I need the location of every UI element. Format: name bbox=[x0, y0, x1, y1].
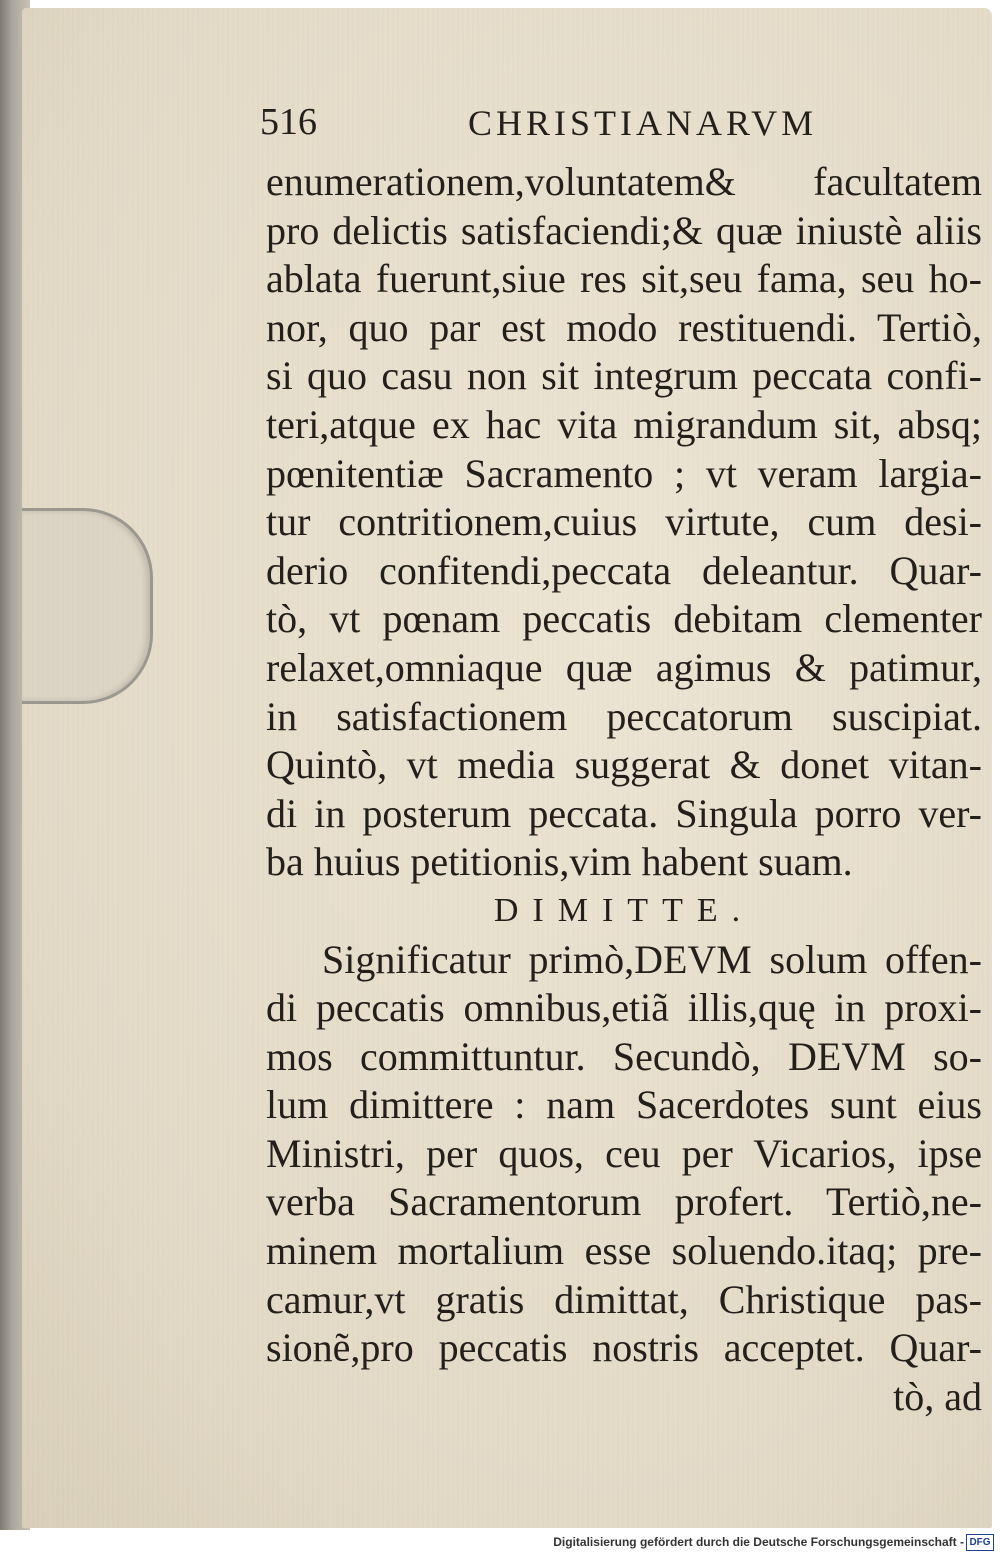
text-line: verba Sacramentorum profert. Tertiò,ne- bbox=[266, 1179, 982, 1225]
page-clip bbox=[22, 508, 153, 704]
text-line: pro delictis satisfaciendi;& quæ iniustè aliis bbox=[266, 207, 982, 253]
text-line: camur,vt gratis dimittat, Christique pas- bbox=[266, 1276, 982, 1322]
running-title: CHRISTIANARVM bbox=[468, 103, 818, 143]
text-line: si quo casu non sit integrum peccata confi- bbox=[266, 353, 982, 399]
text-line: sionẽ,pro peccatis nostris acceptet. Quar- bbox=[266, 1325, 982, 1371]
text-line: enumerationem,voluntatem& facultatem bbox=[266, 159, 982, 204]
text-line: nor, quo par est modo restituendi. Tertiò, bbox=[266, 304, 982, 350]
text-line: Significatur primò,DEVM solum offen- bbox=[322, 936, 982, 982]
dfg-logo: DFG bbox=[966, 1534, 994, 1551]
text-line: lum dimittere : nam Sacerdotes sunt eius bbox=[266, 1082, 982, 1128]
text-line: ba huius petitionis,vim habent suam. bbox=[266, 839, 853, 885]
funding-credit: Digitalisierung gefördert durch die Deutsche Forschungsgemeinschaft - bbox=[553, 1535, 964, 1549]
text-line: relaxet,omniaque quæ agimus & patimur, bbox=[266, 644, 982, 690]
catchword: tò, ad bbox=[893, 1373, 982, 1419]
text-line: ablata fuerunt,siue res sit,seu fama, seu ho- bbox=[266, 256, 982, 302]
text-line: mos committuntur. Secundò, DEVM so- bbox=[266, 1033, 982, 1079]
text-line: derio confitendi,peccata deleantur. Quar- bbox=[266, 547, 982, 593]
text-line: tur contritionem,cuius virtute, cum desi- bbox=[266, 499, 982, 545]
text-line: teri,atque ex hac vita migrandum sit, absq; bbox=[266, 401, 982, 447]
text-line: pœnitentiæ Sacramento ; vt veram largia- bbox=[266, 450, 982, 496]
body-text bbox=[266, 158, 982, 1421]
text-line: di peccatis omnibus,etiã illis,quę in proxi- bbox=[266, 985, 982, 1031]
section-heading: DIMITTE. bbox=[493, 891, 755, 929]
text-line: minem mortalium esse soluendo.itaq; pre- bbox=[266, 1228, 982, 1274]
text-line: di in posterum peccata. Singula porro ver- bbox=[266, 790, 982, 836]
footer-bar bbox=[0, 1530, 1000, 1554]
text-line: in satisfactionem peccatorum suscipiat. bbox=[266, 693, 982, 739]
text-line: Ministri, per quos, ceu per Vicarios, ipse bbox=[266, 1130, 982, 1176]
page-header bbox=[260, 100, 980, 150]
text-line: Quintò, vt media suggerat & donet vitan- bbox=[266, 742, 982, 788]
page-number: 516 bbox=[260, 101, 317, 143]
text-line: tò, vt pœnam peccatis debitam clementer bbox=[266, 596, 982, 642]
